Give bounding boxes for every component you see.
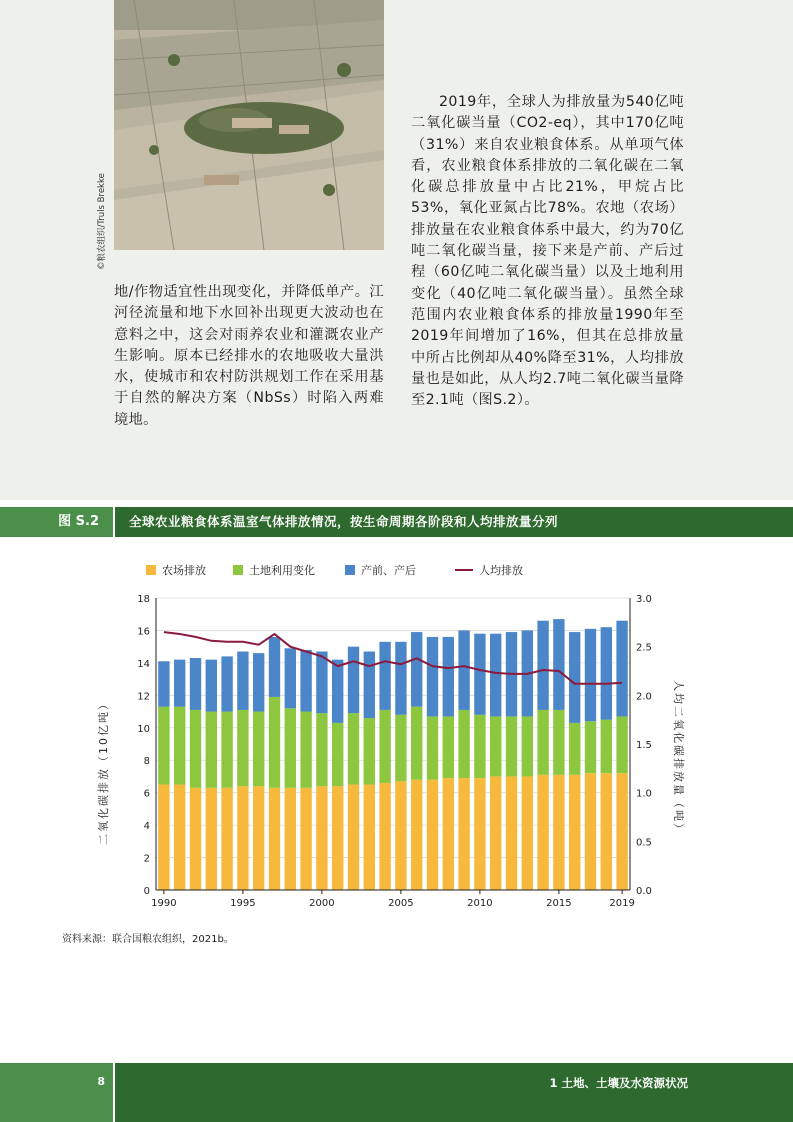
y-right-tick-label: 1.5 <box>636 740 652 751</box>
bar-landuse <box>237 710 248 786</box>
y-left-tick-label: 4 <box>143 821 150 833</box>
bar-farm <box>585 773 596 890</box>
x-tick-label: 1995 <box>230 898 256 909</box>
bar-prepost <box>269 637 280 697</box>
bar-landuse <box>553 710 564 775</box>
y-right-tick-label: 2.0 <box>636 691 652 703</box>
bar-prepost <box>221 656 232 711</box>
bar-prepost <box>443 637 454 716</box>
figure-title: 全球农业粮食体系温室气体排放情况，按生命周期各阶段和人均排放量分列 <box>115 507 793 537</box>
bar-prepost <box>316 652 327 714</box>
bar-farm <box>190 788 201 890</box>
bar-prepost <box>332 660 343 723</box>
x-tick-label: 2015 <box>546 898 572 909</box>
bar-prepost <box>253 653 264 711</box>
legend-item-prepost: 产前、产后 <box>345 562 416 580</box>
bar-farm <box>411 780 422 890</box>
bar-farm <box>458 778 469 890</box>
page-footer <box>0 1063 793 1122</box>
bar-farm <box>553 775 564 890</box>
legend-item-landuse: 土地利用变化 <box>233 562 315 580</box>
y-axis-left-label: 二氧化碳排放（10亿吨） <box>97 697 110 845</box>
legend-item-farm: 农场排放 <box>146 562 206 580</box>
bar-farm <box>490 776 501 890</box>
bar-prepost <box>285 648 296 708</box>
bar-farm <box>474 778 485 890</box>
bar-landuse <box>443 716 454 778</box>
bar-farm <box>174 785 185 890</box>
bar-prepost <box>300 650 311 712</box>
bar-prepost <box>474 634 485 715</box>
y-axis-right-label: 人均二氧化碳排放量（吨） <box>672 680 685 836</box>
y-left-tick-label: 8 <box>143 756 150 768</box>
bar-farm <box>379 783 390 890</box>
bar-prepost <box>569 632 580 723</box>
chapter-title: 1 土地、土壤及水资源状况 <box>115 1063 793 1122</box>
bar-prepost <box>585 629 596 721</box>
bar-landuse <box>522 716 533 776</box>
body-paragraph-right: 2019年，全球人为排放量为540亿吨二氧化碳当量（CO2-eq），其中170亿吨（31%）来自农业粮食体系。从单项气体看，农业粮食体系排放的二氧化碳在二氧化碳总排放量中占比21%，甲烷占比53%，氧化亚氮占比78%。农地（农场）排放量在农业粮食体系中最大，约为70亿吨二氧化碳当量，接下来是产前、产后过程（60亿吨二氧化碳当量）以及土地利用变化（40亿吨二氧化碳当量）。虽然全球范围内农业粮食体系的排放量1990年至2019年间增加了16%，但其在总排放量中所占比例却从40%降至31%，人均排放量也是如此，从人均2.7吨二氧化碳当量降至2.1吨（图S.2）。 <box>411 94 684 409</box>
bar-landuse <box>569 723 580 775</box>
bar-landuse <box>316 713 327 786</box>
bar-landuse <box>601 720 612 774</box>
figure-header <box>0 507 793 537</box>
x-tick-label: 2019 <box>609 898 635 909</box>
y-left-tick-label: 18 <box>137 594 150 605</box>
emissions-chart <box>130 588 670 918</box>
bar-landuse <box>458 710 469 778</box>
bar-landuse <box>364 718 375 785</box>
bar-prepost <box>190 658 201 710</box>
bar-landuse <box>300 712 311 788</box>
body-paragraph-left: 地/作物适宜性出现变化，并降低单产。江河径流量和地下水回补出现更大波动也在意料之中，这会对雨养农业和灌溉农业产生影响。原本已经排水的农地吸收大量洪水，使城市和农村防洪规划工作在采用基于自然的解决方案（NbSs）时陷入两难境地。 <box>114 284 384 428</box>
bar-farm <box>616 773 627 890</box>
y-right-tick-label: 1.0 <box>636 788 652 800</box>
y-left-tick-label: 0 <box>143 886 150 897</box>
bar-prepost <box>553 619 564 710</box>
flood-photo <box>114 0 384 250</box>
bar-prepost <box>395 642 406 715</box>
bar-landuse <box>206 712 217 788</box>
bar-farm <box>569 775 580 890</box>
y-right-tick-label: 0.0 <box>636 886 652 897</box>
bar-prepost <box>427 637 438 716</box>
bar-farm <box>332 786 343 890</box>
bar-landuse <box>269 697 280 788</box>
bar-landuse <box>190 710 201 788</box>
bar-farm <box>221 788 232 890</box>
legend-swatch-landuse <box>233 565 243 575</box>
legend-item-percapita: 人均排放 <box>455 562 523 580</box>
bar-farm <box>395 781 406 890</box>
legend-swatch-farm <box>146 565 156 575</box>
bar-prepost <box>458 630 469 709</box>
figure-label: 图 S.2 <box>0 507 113 537</box>
x-tick-label: 2005 <box>388 898 414 909</box>
y-right-tick-label: 3.0 <box>636 594 652 605</box>
bar-prepost <box>206 660 217 712</box>
bar-landuse <box>474 715 485 778</box>
bar-prepost <box>237 652 248 710</box>
x-tick-label: 1990 <box>151 898 177 909</box>
page-number: 8 <box>0 1063 113 1122</box>
bar-farm <box>364 785 375 890</box>
bar-landuse <box>253 712 264 787</box>
legend-swatch-prepost <box>345 565 355 575</box>
y-left-tick-label: 2 <box>143 853 150 865</box>
y-right-tick-label: 0.5 <box>636 837 652 849</box>
x-tick-label: 2000 <box>309 898 335 909</box>
bar-landuse <box>395 715 406 782</box>
bar-farm <box>300 788 311 890</box>
bar-landuse <box>616 716 627 773</box>
bar-prepost <box>174 660 185 707</box>
bar-farm <box>253 786 264 890</box>
bar-landuse <box>427 716 438 779</box>
bar-farm <box>269 788 280 890</box>
bar-farm <box>158 785 169 890</box>
bar-farm <box>427 780 438 890</box>
bar-landuse <box>585 721 596 773</box>
bar-prepost <box>348 647 359 714</box>
bar-landuse <box>537 710 548 775</box>
bar-prepost <box>601 627 612 719</box>
bar-farm <box>506 776 517 890</box>
bar-farm <box>522 776 533 890</box>
bar-farm <box>348 785 359 890</box>
bar-farm <box>237 786 248 890</box>
bar-landuse <box>379 710 390 783</box>
bar-farm <box>443 778 454 890</box>
y-left-tick-label: 10 <box>137 723 150 735</box>
y-left-tick-label: 16 <box>137 626 150 638</box>
bar-farm <box>537 775 548 890</box>
bar-landuse <box>490 716 501 776</box>
bar-farm <box>285 788 296 890</box>
y-left-tick-label: 12 <box>137 691 150 703</box>
bar-landuse <box>411 707 422 780</box>
bar-prepost <box>364 652 375 719</box>
legend-line-percapita <box>455 569 473 571</box>
x-tick-label: 2010 <box>467 898 493 909</box>
source-note: 资料来源：联合国粮农组织，2021b。 <box>62 934 234 945</box>
bar-prepost <box>379 642 390 710</box>
bar-farm <box>206 788 217 890</box>
bar-landuse <box>221 712 232 788</box>
y-right-tick-label: 2.5 <box>636 642 652 654</box>
bar-landuse <box>332 723 343 786</box>
photo-credit: ©粮农组织/Truls Brekke <box>97 173 107 270</box>
bar-prepost <box>490 634 501 717</box>
bar-landuse <box>285 708 296 787</box>
y-left-tick-label: 14 <box>137 658 150 670</box>
y-left-tick-label: 6 <box>143 788 150 800</box>
bar-landuse <box>174 707 185 785</box>
bar-prepost <box>537 621 548 710</box>
bar-landuse <box>506 716 517 776</box>
bar-farm <box>316 786 327 890</box>
bar-prepost <box>616 621 627 717</box>
bar-landuse <box>348 713 359 784</box>
bar-farm <box>601 773 612 890</box>
bar-landuse <box>158 707 169 785</box>
bar-prepost <box>158 661 169 706</box>
bar-prepost <box>411 632 422 707</box>
